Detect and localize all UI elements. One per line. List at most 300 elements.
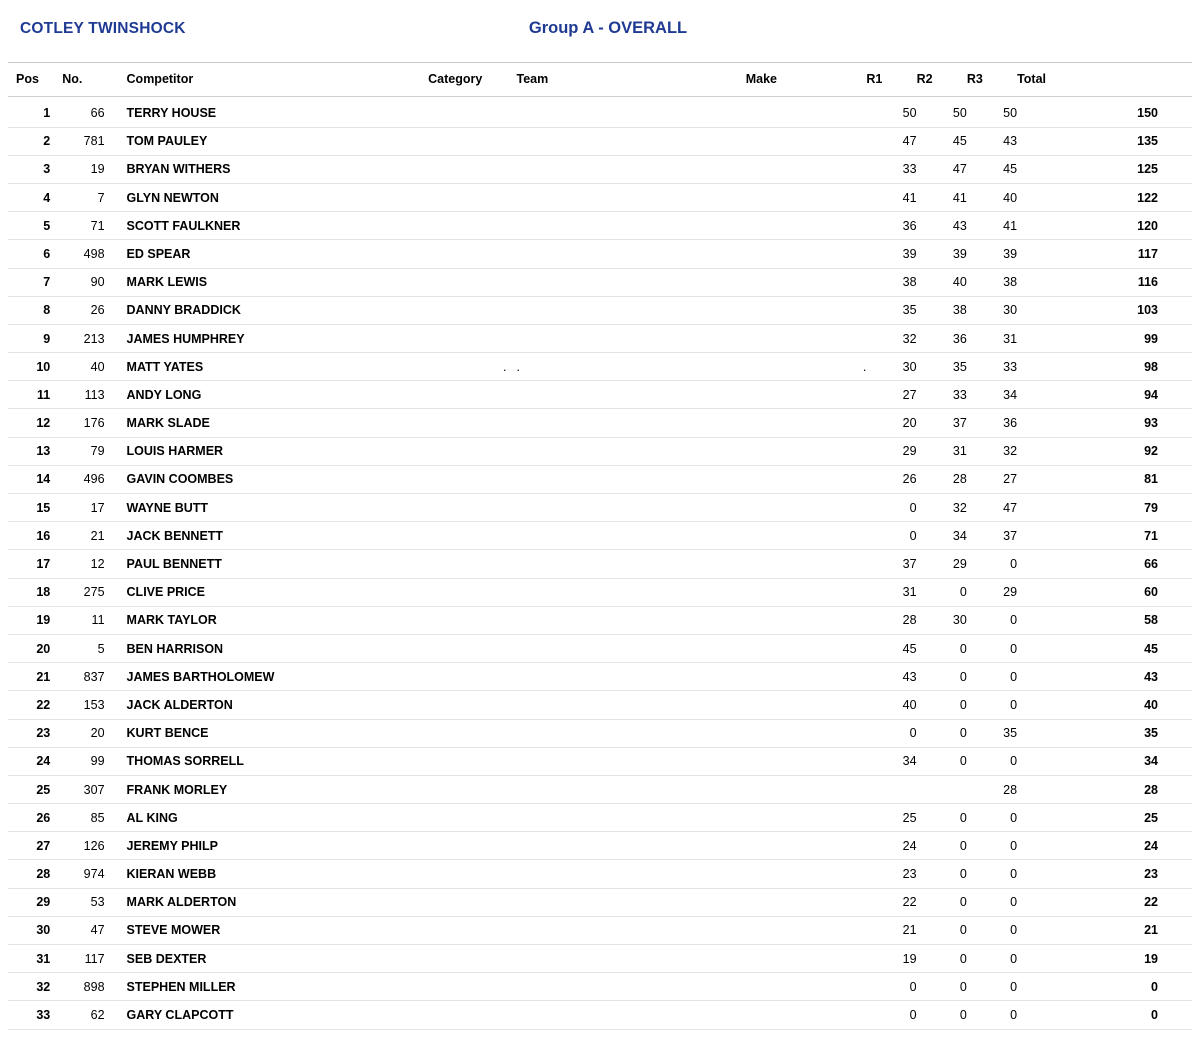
cell-r1: 40 xyxy=(866,691,916,719)
cell-team xyxy=(507,860,746,888)
cell-no: 85 xyxy=(58,804,114,832)
cell-competitor: WAYNE BUTT xyxy=(115,494,429,522)
cell-competitor: TERRY HOUSE xyxy=(115,97,429,128)
cell-no: 40 xyxy=(58,353,114,381)
cell-r1 xyxy=(866,775,916,803)
cell-category xyxy=(428,381,506,409)
cell-r1: 20 xyxy=(866,409,916,437)
cell-category xyxy=(428,691,506,719)
cell-r1: 0 xyxy=(866,522,916,550)
cell-team xyxy=(507,663,746,691)
cell-category xyxy=(428,804,506,832)
cell-r2: 0 xyxy=(917,860,967,888)
table-row xyxy=(8,916,1192,944)
table-row xyxy=(8,324,1192,352)
cell-pos: 3 xyxy=(8,155,58,183)
cell-team xyxy=(507,437,746,465)
cell-make xyxy=(746,973,867,1001)
cell-r1: 43 xyxy=(866,663,916,691)
cell-team xyxy=(507,465,746,493)
cell-r1: 41 xyxy=(866,183,916,211)
cell-r3: 0 xyxy=(967,804,1017,832)
cell-make xyxy=(746,268,867,296)
table-row xyxy=(8,127,1192,155)
table-row xyxy=(8,1001,1192,1029)
cell-total: 135 xyxy=(1017,127,1192,155)
cell-r1: 30 xyxy=(866,353,916,381)
cell-competitor: JEREMY PHILP xyxy=(115,832,429,860)
cell-no: 19 xyxy=(58,155,114,183)
cell-total: 79 xyxy=(1017,494,1192,522)
cell-no: 66 xyxy=(58,97,114,128)
cell-no: 62 xyxy=(58,1001,114,1029)
cell-team xyxy=(507,916,746,944)
cell-pos: 9 xyxy=(8,324,58,352)
cell-team xyxy=(507,324,746,352)
cell-total: 45 xyxy=(1017,634,1192,662)
cell-pos: 27 xyxy=(8,832,58,860)
cell-r2 xyxy=(917,775,967,803)
cell-competitor: TOM PAULEY xyxy=(115,127,429,155)
cell-make xyxy=(746,240,867,268)
cell-no: 53 xyxy=(58,888,114,916)
cell-competitor: GAVIN COOMBES xyxy=(115,465,429,493)
cell-r2: 32 xyxy=(917,494,967,522)
cell-r3: 0 xyxy=(967,860,1017,888)
cell-pos: 25 xyxy=(8,775,58,803)
cell-no: 5 xyxy=(58,634,114,662)
cell-category xyxy=(428,860,506,888)
cell-total: 43 xyxy=(1017,663,1192,691)
cell-r1: 23 xyxy=(866,860,916,888)
cell-r3: 0 xyxy=(967,747,1017,775)
cell-r2: 40 xyxy=(917,268,967,296)
cell-make xyxy=(746,691,867,719)
cell-category xyxy=(428,127,506,155)
cell-no: 781 xyxy=(58,127,114,155)
cell-r3: 29 xyxy=(967,578,1017,606)
table-row xyxy=(8,775,1192,803)
cell-no: 153 xyxy=(58,691,114,719)
cell-r1: 47 xyxy=(866,127,916,155)
cell-make xyxy=(746,634,867,662)
cell-competitor: STEPHEN MILLER xyxy=(115,973,429,1001)
cell-team xyxy=(507,97,746,128)
cell-no: 20 xyxy=(58,719,114,747)
table-row xyxy=(8,832,1192,860)
cell-r3: 27 xyxy=(967,465,1017,493)
cell-no: 99 xyxy=(58,747,114,775)
cell-category xyxy=(428,578,506,606)
cell-competitor: GLYN NEWTON xyxy=(115,183,429,211)
table-row xyxy=(8,888,1192,916)
cell-team xyxy=(507,127,746,155)
cell-total: 24 xyxy=(1017,832,1192,860)
table-row xyxy=(8,268,1192,296)
table-row xyxy=(8,437,1192,465)
cell-r3: 34 xyxy=(967,381,1017,409)
cell-r1: 39 xyxy=(866,240,916,268)
cell-r3: 0 xyxy=(967,606,1017,634)
cell-make xyxy=(746,437,867,465)
cell-total: 28 xyxy=(1017,775,1192,803)
cell-team xyxy=(507,747,746,775)
table-row xyxy=(8,494,1192,522)
cell-r3: 41 xyxy=(967,212,1017,240)
cell-r3: 0 xyxy=(967,634,1017,662)
cell-pos: 7 xyxy=(8,268,58,296)
cell-team xyxy=(507,550,746,578)
cell-no: 126 xyxy=(58,832,114,860)
cell-category xyxy=(428,324,506,352)
cell-r2: 34 xyxy=(917,522,967,550)
cell-team xyxy=(507,183,746,211)
cell-make xyxy=(746,1001,867,1029)
cell-team xyxy=(507,155,746,183)
cell-r1: 19 xyxy=(866,945,916,973)
cell-r2: 0 xyxy=(917,663,967,691)
cell-category xyxy=(428,437,506,465)
cell-no: 17 xyxy=(58,494,114,522)
cell-r3: 0 xyxy=(967,1001,1017,1029)
table-row xyxy=(8,240,1192,268)
cell-make xyxy=(746,183,867,211)
cell-category xyxy=(428,832,506,860)
column-header-r2: R2 xyxy=(917,63,967,97)
cell-category xyxy=(428,183,506,211)
cell-competitor: MARK SLADE xyxy=(115,409,429,437)
column-header-category: Category xyxy=(428,63,506,97)
cell-pos: 1 xyxy=(8,97,58,128)
cell-r2: 31 xyxy=(917,437,967,465)
cell-r1: 25 xyxy=(866,804,916,832)
cell-total: 92 xyxy=(1017,437,1192,465)
column-header-r3: R3 xyxy=(967,63,1017,97)
cell-pos: 17 xyxy=(8,550,58,578)
cell-pos: 33 xyxy=(8,1001,58,1029)
cell-category xyxy=(428,97,506,128)
cell-r3: 36 xyxy=(967,409,1017,437)
table-row xyxy=(8,183,1192,211)
cell-make: . xyxy=(746,353,867,381)
cell-r1: 45 xyxy=(866,634,916,662)
table-row xyxy=(8,606,1192,634)
cell-pos: 13 xyxy=(8,437,58,465)
cell-competitor: LOUIS HARMER xyxy=(115,437,429,465)
cell-category xyxy=(428,634,506,662)
cell-r3: 50 xyxy=(967,97,1017,128)
cell-category xyxy=(428,550,506,578)
column-header-no: No. xyxy=(58,63,114,97)
cell-r3: 0 xyxy=(967,888,1017,916)
cell-category xyxy=(428,606,506,634)
cell-competitor: PAUL BENNETT xyxy=(115,550,429,578)
cell-team xyxy=(507,409,746,437)
cell-team xyxy=(507,212,746,240)
cell-r1: 0 xyxy=(866,494,916,522)
cell-r3: 0 xyxy=(967,945,1017,973)
cell-total: 19 xyxy=(1017,945,1192,973)
cell-pos: 21 xyxy=(8,663,58,691)
cell-make xyxy=(746,860,867,888)
table-row xyxy=(8,381,1192,409)
cell-r3: 30 xyxy=(967,296,1017,324)
cell-team xyxy=(507,578,746,606)
cell-no: 176 xyxy=(58,409,114,437)
cell-competitor: MATT YATES xyxy=(115,353,429,381)
cell-total: 103 xyxy=(1017,296,1192,324)
cell-pos: 15 xyxy=(8,494,58,522)
cell-total: 71 xyxy=(1017,522,1192,550)
cell-r1: 33 xyxy=(866,155,916,183)
cell-r1: 31 xyxy=(866,578,916,606)
cell-make xyxy=(746,296,867,324)
cell-competitor: MARK TAYLOR xyxy=(115,606,429,634)
cell-pos: 24 xyxy=(8,747,58,775)
column-header-total: Total xyxy=(1017,63,1192,97)
table-row xyxy=(8,465,1192,493)
cell-competitor: JACK ALDERTON xyxy=(115,691,429,719)
cell-competitor: JACK BENNETT xyxy=(115,522,429,550)
cell-r1: 29 xyxy=(866,437,916,465)
cell-pos: 4 xyxy=(8,183,58,211)
cell-r1: 22 xyxy=(866,888,916,916)
cell-category xyxy=(428,663,506,691)
cell-team xyxy=(507,381,746,409)
cell-make xyxy=(746,663,867,691)
table-row xyxy=(8,155,1192,183)
cell-competitor: BRYAN WITHERS xyxy=(115,155,429,183)
cell-r2: 45 xyxy=(917,127,967,155)
cell-make xyxy=(746,832,867,860)
cell-r3: 40 xyxy=(967,183,1017,211)
cell-make xyxy=(746,719,867,747)
cell-make xyxy=(746,804,867,832)
cell-competitor: AL KING xyxy=(115,804,429,832)
cell-make xyxy=(746,465,867,493)
cell-make xyxy=(746,550,867,578)
cell-pos: 10 xyxy=(8,353,58,381)
cell-no: 275 xyxy=(58,578,114,606)
cell-category xyxy=(428,296,506,324)
cell-make xyxy=(746,578,867,606)
table-row xyxy=(8,860,1192,888)
cell-pos: 30 xyxy=(8,916,58,944)
cell-r2: 39 xyxy=(917,240,967,268)
cell-r1: 26 xyxy=(866,465,916,493)
cell-team xyxy=(507,691,746,719)
cell-total: 0 xyxy=(1017,1001,1192,1029)
table-row xyxy=(8,353,1192,381)
cell-no: 307 xyxy=(58,775,114,803)
table-header xyxy=(8,63,1192,97)
cell-category xyxy=(428,916,506,944)
cell-competitor: SCOTT FAULKNER xyxy=(115,212,429,240)
cell-total: 125 xyxy=(1017,155,1192,183)
cell-r3: 35 xyxy=(967,719,1017,747)
cell-category xyxy=(428,888,506,916)
cell-competitor: STEVE MOWER xyxy=(115,916,429,944)
cell-pos: 2 xyxy=(8,127,58,155)
cell-pos: 11 xyxy=(8,381,58,409)
cell-total: 25 xyxy=(1017,804,1192,832)
cell-no: 498 xyxy=(58,240,114,268)
cell-competitor: KURT BENCE xyxy=(115,719,429,747)
table-row xyxy=(8,97,1192,128)
cell-r3: 32 xyxy=(967,437,1017,465)
cell-pos: 14 xyxy=(8,465,58,493)
cell-r2: 0 xyxy=(917,691,967,719)
cell-r2: 43 xyxy=(917,212,967,240)
cell-make xyxy=(746,916,867,944)
cell-r2: 0 xyxy=(917,916,967,944)
table-row xyxy=(8,973,1192,1001)
cell-r2: 28 xyxy=(917,465,967,493)
cell-team xyxy=(507,606,746,634)
cell-total: 21 xyxy=(1017,916,1192,944)
cell-r3: 39 xyxy=(967,240,1017,268)
cell-total: 120 xyxy=(1017,212,1192,240)
cell-make xyxy=(746,494,867,522)
cell-make xyxy=(746,155,867,183)
cell-r2: 0 xyxy=(917,945,967,973)
cell-make xyxy=(746,945,867,973)
cell-r1: 36 xyxy=(866,212,916,240)
page-title: Group A - OVERALL xyxy=(528,19,688,37)
cell-team xyxy=(507,240,746,268)
cell-team xyxy=(507,775,746,803)
cell-r3: 28 xyxy=(967,775,1017,803)
cell-r3: 47 xyxy=(967,494,1017,522)
cell-r2: 0 xyxy=(917,832,967,860)
cell-team: . xyxy=(507,353,746,381)
cell-r1: 21 xyxy=(866,916,916,944)
cell-competitor: KIERAN WEBB xyxy=(115,860,429,888)
cell-r3: 38 xyxy=(967,268,1017,296)
cell-no: 71 xyxy=(58,212,114,240)
column-header-team: Team xyxy=(507,63,746,97)
table-body xyxy=(8,97,1192,1030)
table-row xyxy=(8,212,1192,240)
cell-pos: 28 xyxy=(8,860,58,888)
cell-category xyxy=(428,240,506,268)
cell-r3: 33 xyxy=(967,353,1017,381)
cell-total: 23 xyxy=(1017,860,1192,888)
cell-no: 26 xyxy=(58,296,114,324)
cell-pos: 6 xyxy=(8,240,58,268)
cell-r1: 27 xyxy=(866,381,916,409)
cell-category xyxy=(428,719,506,747)
cell-r1: 0 xyxy=(866,719,916,747)
cell-r2: 35 xyxy=(917,353,967,381)
cell-no: 90 xyxy=(58,268,114,296)
cell-competitor: THOMAS SORRELL xyxy=(115,747,429,775)
cell-r2: 36 xyxy=(917,324,967,352)
table-header-row xyxy=(8,63,1192,97)
cell-no: 21 xyxy=(58,522,114,550)
cell-pos: 22 xyxy=(8,691,58,719)
table-row xyxy=(8,747,1192,775)
cell-make xyxy=(746,606,867,634)
cell-competitor: BEN HARRISON xyxy=(115,634,429,662)
cell-team xyxy=(507,494,746,522)
cell-total: 34 xyxy=(1017,747,1192,775)
cell-r3: 0 xyxy=(967,916,1017,944)
cell-r1: 32 xyxy=(866,324,916,352)
cell-pos: 5 xyxy=(8,212,58,240)
cell-r2: 38 xyxy=(917,296,967,324)
cell-no: 47 xyxy=(58,916,114,944)
cell-category xyxy=(428,212,506,240)
cell-r2: 0 xyxy=(917,719,967,747)
cell-competitor: SEB DEXTER xyxy=(115,945,429,973)
cell-no: 12 xyxy=(58,550,114,578)
cell-r1: 35 xyxy=(866,296,916,324)
cell-r2: 0 xyxy=(917,804,967,832)
cell-r1: 37 xyxy=(866,550,916,578)
cell-r2: 0 xyxy=(917,578,967,606)
cell-r3: 37 xyxy=(967,522,1017,550)
cell-make xyxy=(746,97,867,128)
cell-category xyxy=(428,747,506,775)
table-row xyxy=(8,719,1192,747)
cell-category xyxy=(428,268,506,296)
cell-r2: 41 xyxy=(917,183,967,211)
cell-no: 974 xyxy=(58,860,114,888)
table-row xyxy=(8,663,1192,691)
cell-no: 837 xyxy=(58,663,114,691)
cell-make xyxy=(746,127,867,155)
cell-total: 98 xyxy=(1017,353,1192,381)
cell-pos: 8 xyxy=(8,296,58,324)
cell-team xyxy=(507,634,746,662)
cell-team xyxy=(507,973,746,1001)
column-header-make: Make xyxy=(746,63,867,97)
table-row xyxy=(8,945,1192,973)
cell-total: 122 xyxy=(1017,183,1192,211)
table-row xyxy=(8,550,1192,578)
cell-category xyxy=(428,465,506,493)
cell-total: 99 xyxy=(1017,324,1192,352)
cell-r2: 50 xyxy=(917,97,967,128)
cell-competitor: MARK LEWIS xyxy=(115,268,429,296)
cell-pos: 29 xyxy=(8,888,58,916)
cell-pos: 19 xyxy=(8,606,58,634)
cell-total: 117 xyxy=(1017,240,1192,268)
table-row xyxy=(8,409,1192,437)
cell-category xyxy=(428,494,506,522)
cell-make xyxy=(746,888,867,916)
cell-no: 79 xyxy=(58,437,114,465)
cell-competitor: MARK ALDERTON xyxy=(115,888,429,916)
cell-competitor: DANNY BRADDICK xyxy=(115,296,429,324)
cell-r1: 28 xyxy=(866,606,916,634)
cell-r3: 43 xyxy=(967,127,1017,155)
cell-r2: 37 xyxy=(917,409,967,437)
cell-r1: 24 xyxy=(866,832,916,860)
cell-total: 58 xyxy=(1017,606,1192,634)
cell-competitor: JAMES HUMPHREY xyxy=(115,324,429,352)
table-row xyxy=(8,522,1192,550)
cell-total: 35 xyxy=(1017,719,1192,747)
cell-total: 116 xyxy=(1017,268,1192,296)
cell-no: 898 xyxy=(58,973,114,1001)
cell-team xyxy=(507,268,746,296)
cell-no: 496 xyxy=(58,465,114,493)
cell-team xyxy=(507,522,746,550)
cell-category xyxy=(428,409,506,437)
cell-r3: 31 xyxy=(967,324,1017,352)
